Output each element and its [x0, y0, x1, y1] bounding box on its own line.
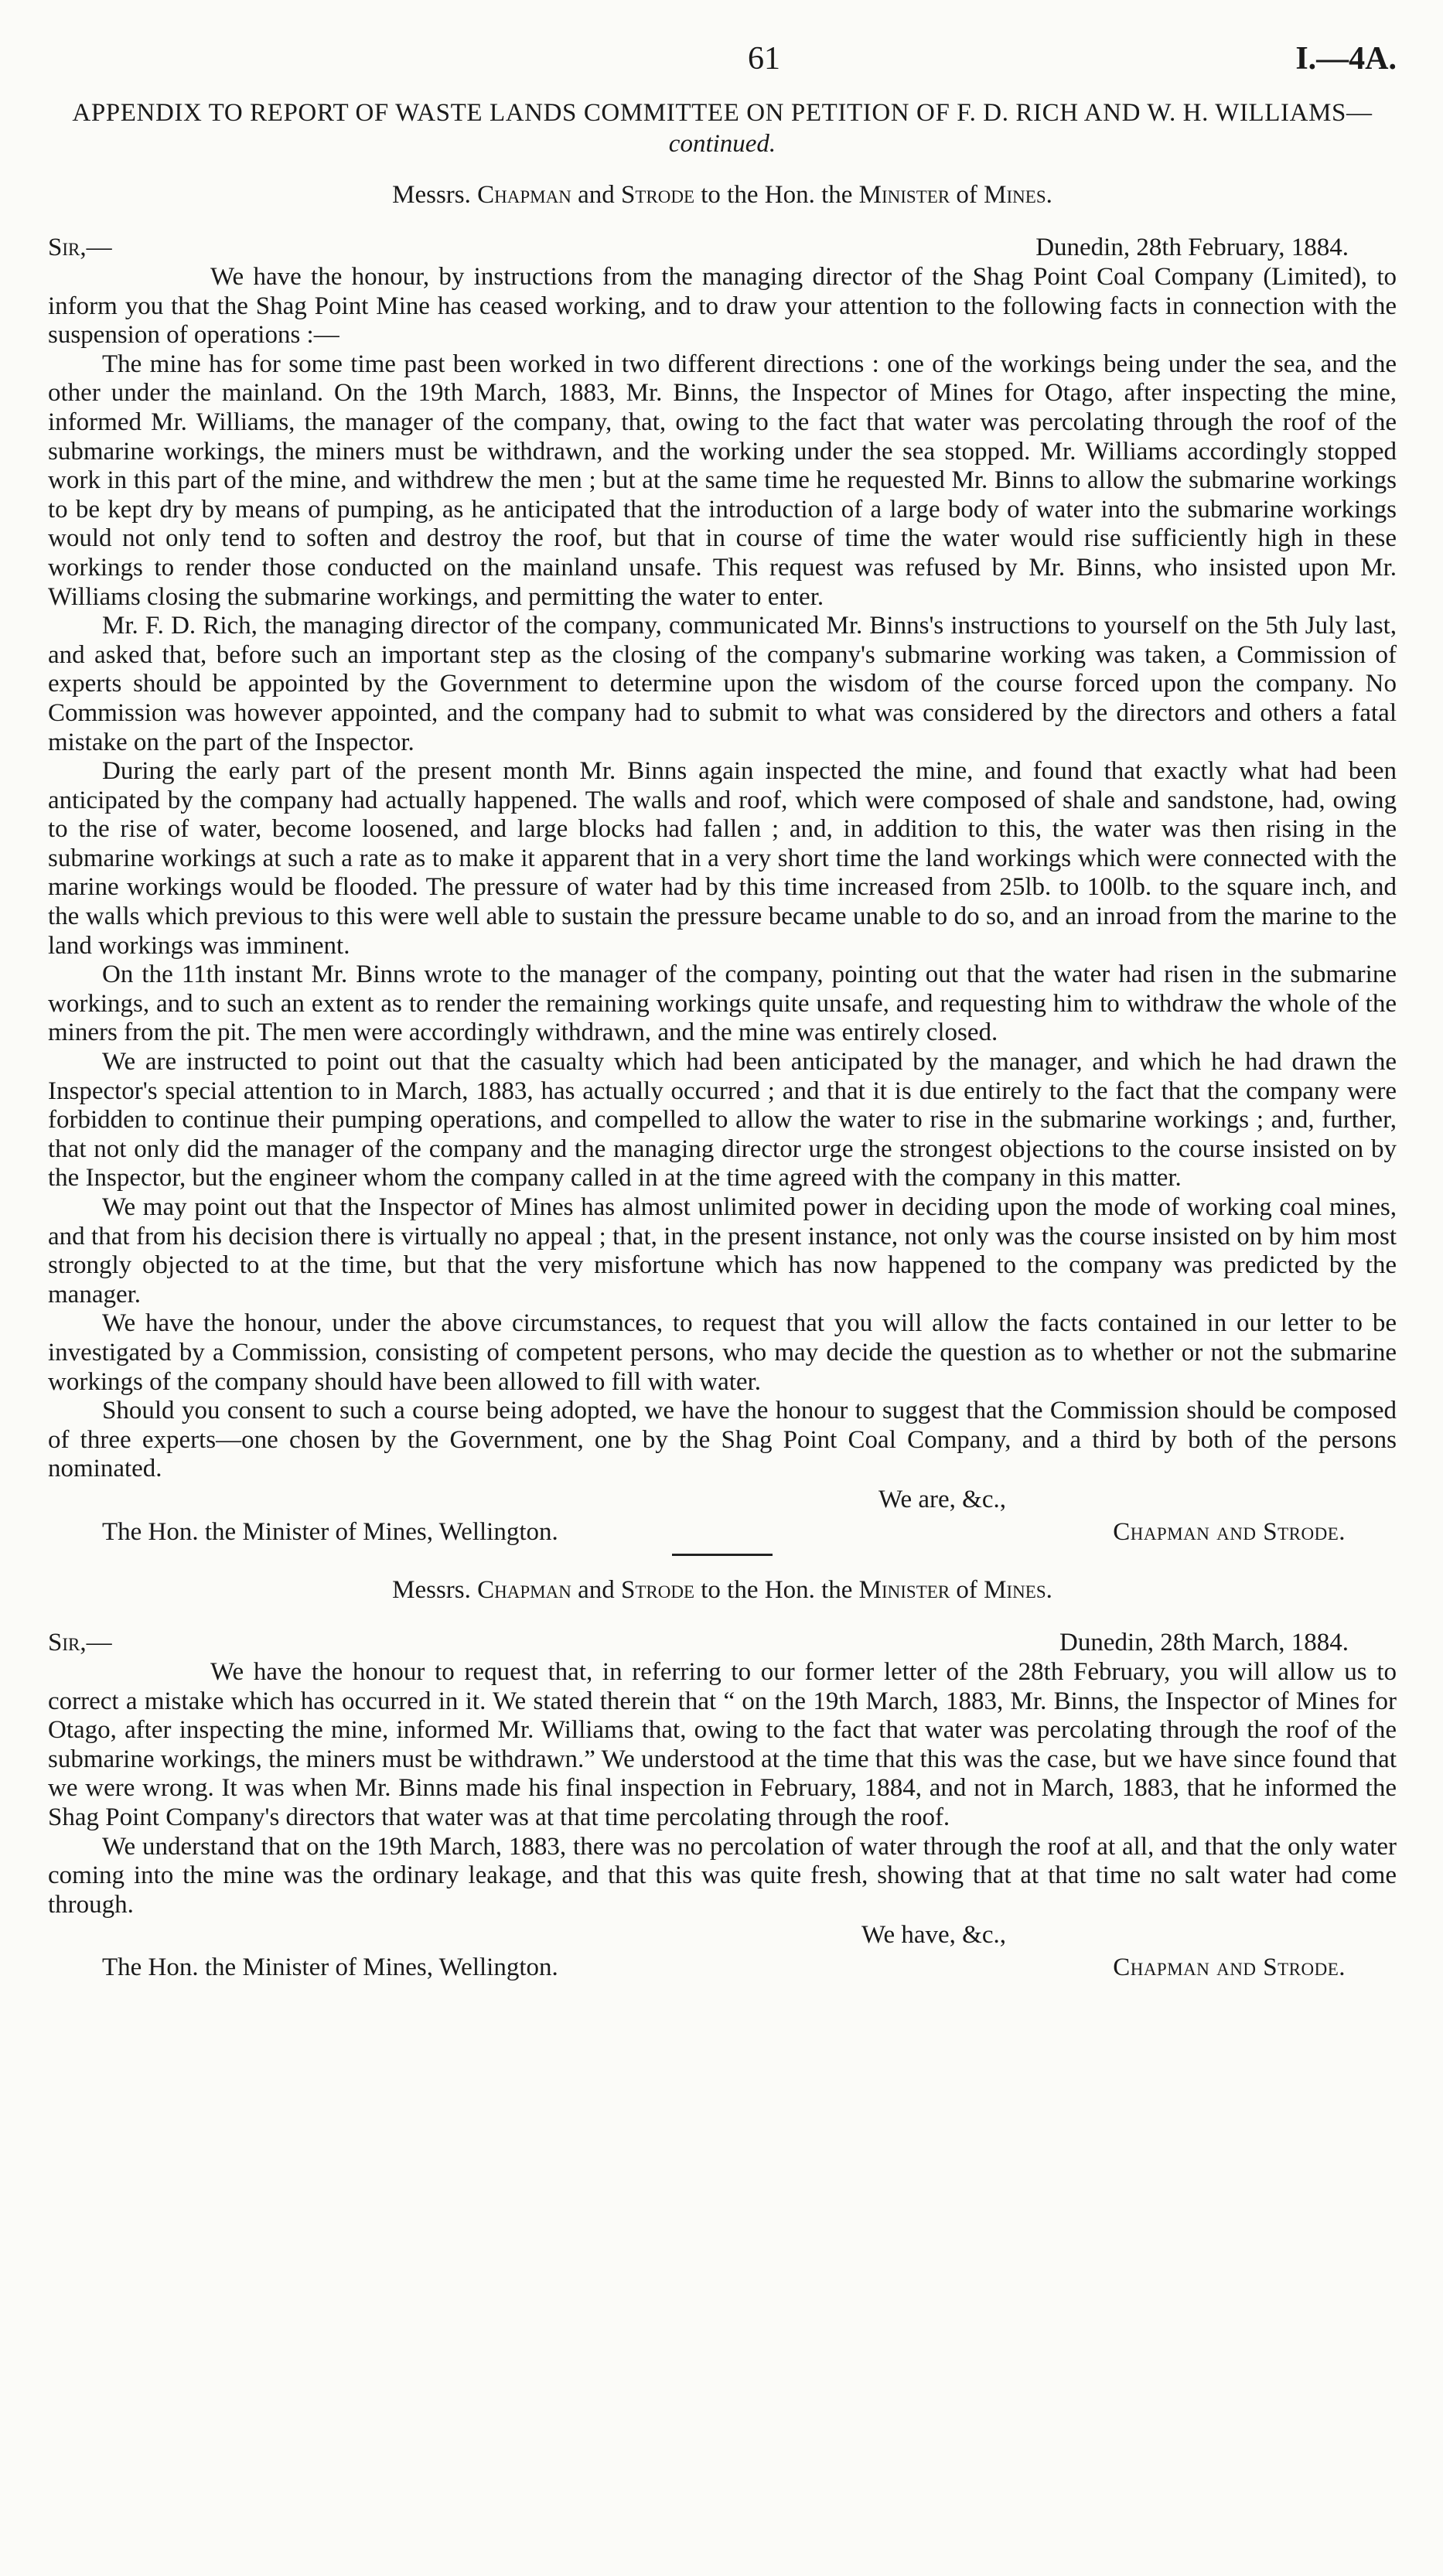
paragraph: Mr. F. D. Rich, the managing director of the company, communicated Mr. Binns's instructions to yourself on the 5th July last, and asked that, before such an important step as the closing of the company's submarine working was taken, a Commission of experts should be appointed by the Government to determine upon the wisdom of the course forced upon the company. No Commission was however appointed, and the company had to submit to what was considered by the directors and others a fatal mistake on the part of the Inspector.	[48, 612, 1397, 756]
paragraph: During the early part of the present month Mr. Binns again inspected the mine, and found that exactly what had been anticipated by the company had actually happened. The walls and roof, which were composed of shale and sandstone, had, owing to the rise of water, become loosened, and large blocks had fallen ; and, in addition to this, the water was then rising in the submarine workings at such a rate as to make it apparent that in a very short time the land workings which were connected with the marine workings would be flooded. The pressure of water had by this time increased from 25lb. to 100lb. to the square inch, and the walls which previous to this were well able to sustain the pressure became unable to do so, and an inroad from the marine to the land workings was imminent.	[48, 757, 1397, 960]
paragraph: On the 11th instant Mr. Binns wrote to the manager of the company, pointing out that the water had risen in the submarine workings, and to such an extent as to render the remaining workings quite unsafe, and requesting him to withdraw the whole of the miners from the pit. The men were accordingly withdrawn, and the mine was entirely closed.	[48, 960, 1397, 1047]
dateline: Dunedin, 28th February, 1884.	[1035, 234, 1349, 261]
title-sender-name: Chapman	[477, 1575, 571, 1604]
title-recipient: Minister	[858, 181, 950, 209]
title-text: and	[571, 181, 621, 209]
title-recipient: Mines	[984, 1575, 1046, 1604]
appendix-heading-continued: continued.	[668, 130, 776, 158]
letter-2-salutation-row	[48, 1627, 1397, 1658]
paragraph: We are instructed to point out that the casualty which had been anticipated by the manager, and which he had drawn the Inspector's special attention to in March, 1883, has actually occurred ; and that it is due entirely to the fact that the company were forbidden to continue their pumping operations, and compelled to allow the water to rise in the submarine workings ; and, further, that not only did the manager of the company and the managing director urge the strongest objections to the course insisted on by the Inspector, but the engineer whom the company called in at the time agreed with the company in this matter.	[48, 1048, 1397, 1192]
page-number: 61	[748, 41, 780, 77]
document-reference: I.—4A.	[1295, 41, 1397, 77]
paragraph: We have the honour, by instructions from the managing director of the Shag Point Coal Company (Limited), to inform you that the Shag Point Mine has ceased working, and to draw your attention to the following facts in connection with the suspension of operations :—	[48, 263, 1397, 350]
title-text: and	[571, 1575, 621, 1604]
title-recipient: Minister	[858, 1575, 950, 1604]
appendix-heading-main: APPENDIX TO REPORT OF WASTE LANDS COMMITTEE ON PETITION OF F. D. RICH AND W. H. WILLIAMS—	[72, 99, 1373, 127]
title-text: of	[950, 181, 984, 209]
title-text: .	[1046, 181, 1052, 209]
letter-1-salutation-row	[48, 232, 1397, 263]
addressee: The Hon. the Minister of Mines, Wellington.	[102, 1953, 558, 1982]
letter-1-title	[48, 179, 1397, 210]
paragraph: We have the honour to request that, in referring to our former letter of the 28th February, you will allow us to correct a mistake which has occurred in it. We stated therein that “ on the 19th March, 1883, Mr. Binns, the Inspector of Mines for Otago, after inspecting the mine, informed Mr. Williams that, owing to the fact that water was percolating through the roof of the submarine workings, the miners must be withdrawn.” We understood at the time that this was the case, but we have since found that we were wrong. It was when Mr. Binns made his final inspection in February, 1884, and not in March, 1883, that he informed the Shag Point Company's directors that water was at that time percolating through the roof.	[48, 1657, 1397, 1831]
appendix-heading	[63, 97, 1381, 159]
addressee: The Hon. the Minister of Mines, Wellington.	[102, 1517, 558, 1546]
letter-2-signoff	[48, 1952, 1397, 1984]
title-text: to the Hon. the	[694, 1575, 859, 1604]
closing: We have, &c.,	[861, 1921, 1006, 1950]
salutation: Sir,—	[48, 1628, 112, 1656]
paragraph: We understand that on the 19th March, 1883, there was no percolation of water through the roof at all, and that the only water coming into the mine was the ordinary leakage, and that this was quite fresh, showing that at that time no salt water had come through.	[48, 1832, 1397, 1919]
title-sender-name: Strode	[621, 1575, 695, 1604]
title-text: of	[950, 1575, 984, 1604]
title-text: to the Hon. the	[694, 181, 859, 209]
paragraph: Should you consent to such a course being adopted, we have the honour to suggest that the Commission should be composed of three experts—one chosen by the Government, one by the Shag Point Coal Company, and a third by both of the persons nominated.	[48, 1397, 1397, 1483]
letter-1-signoff	[48, 1517, 1397, 1549]
title-sender-name: Strode	[621, 181, 695, 209]
letter-1-body	[48, 263, 1397, 1484]
title-text: .	[1046, 1575, 1052, 1604]
section-divider	[672, 1554, 773, 1556]
paragraph: We have the honour, under the above circumstances, to request that you will allow the facts contained in our letter to be investigated by a Commission, consisting of competent persons, who may decide the question as to whether or not the submarine workings of the company should have been allowed to fill with water.	[48, 1309, 1397, 1396]
letter-2-title	[48, 1575, 1397, 1605]
paragraph: We may point out that the Inspector of Mines has almost unlimited power in deciding upon the mode of working coal mines, and that from his decision there is virtually no appeal ; that, in the present instance, not only was the course insisted on by him most strongly objected to at the time, but that the very misfortune which has now happened to the company was predicted by the manager.	[48, 1193, 1397, 1308]
page-header	[48, 34, 1397, 88]
paragraph: The mine has for some time past been worked in two different directions : one of the workings being under the sea, and the other under the mainland. On the 19th March, 1883, Mr. Binns, the Inspector of Mines for Otago, after inspecting the mine, informed Mr. Williams, the manager of the company, that, owing to the fact that water was percolating through the roof of the submarine workings, the miners must be withdrawn, and the working under the sea stopped. Mr. Williams accordingly stopped work in this part of the mine, and withdrew the men ; but at the same time he requested Mr. Binns to allow the submarine workings to be kept dry by means of pumping, as he anticipated that the introduction of a large body of water into the submarine workings would not only tend to soften and destroy the roof, but that in course of time the water would rise sufficiently high in these workings to render those conducted on the mainland unsafe. This request was refused by Mr. Binns, who insisted upon Mr. Williams closing the submarine workings, and permitting the water to enter.	[48, 350, 1397, 611]
title-sender-name: Chapman	[477, 181, 571, 209]
letter-2-body	[48, 1658, 1397, 1919]
signature: Chapman and Strode.	[1113, 1953, 1346, 1982]
salutation: Sir,—	[48, 234, 112, 261]
title-recipient: Mines	[984, 181, 1046, 209]
title-text: Messrs.	[392, 181, 478, 209]
dateline: Dunedin, 28th March, 1884.	[1059, 1628, 1349, 1656]
closing: We are, &c.,	[878, 1485, 1006, 1513]
title-text: Messrs.	[392, 1575, 478, 1604]
signature: Chapman and Strode.	[1113, 1517, 1346, 1546]
